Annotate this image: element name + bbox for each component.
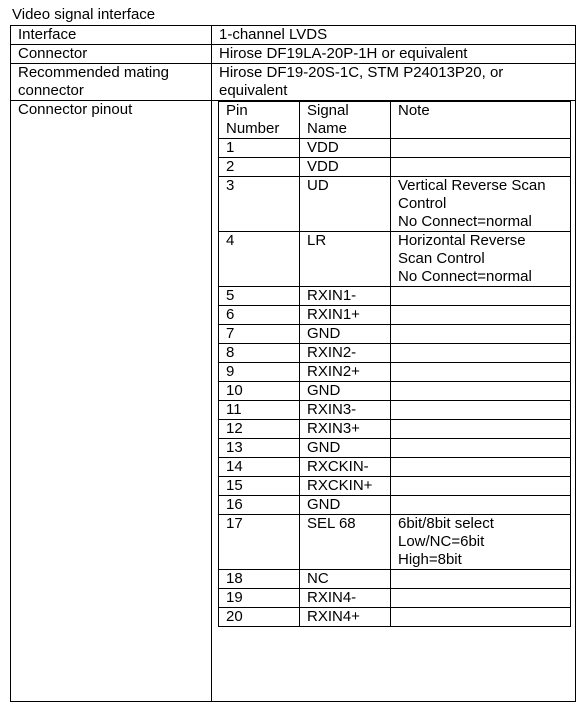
connector-label: Connector [11,45,212,64]
pin-number: 15 [219,477,300,496]
pin-row [219,515,571,570]
pin-number: 8 [219,344,300,363]
pin-note [391,477,571,496]
pin-row [219,570,571,589]
signal-name: RXIN4- [300,589,391,608]
interface-label: Interface [11,26,212,45]
signal-name: RXIN1+ [300,306,391,325]
pin-row [219,287,571,306]
signal-name: RXCKIN+ [300,477,391,496]
pin-note [391,363,571,382]
mating-connector-row [11,64,576,101]
note-header: Note [391,102,571,139]
pin-row [219,382,571,401]
pin-number: 20 [219,608,300,627]
video-signal-interface-table [10,25,576,702]
signal-name: RXIN4+ [300,608,391,627]
mating-label-line2: connector [18,82,84,99]
pin-header-line2: Number [226,120,280,137]
pin-number: 14 [219,458,300,477]
signal-name-header [300,102,391,139]
table-caption: Video signal interface [12,6,156,23]
connector-row [11,45,576,64]
signal-name: RXIN1- [300,287,391,306]
pin-note [391,139,571,158]
pin-number: 10 [219,382,300,401]
pin-note [391,515,571,570]
pin-number: 13 [219,439,300,458]
pin-row [219,420,571,439]
pinout-row [11,101,576,702]
signal-name: RXIN2- [300,344,391,363]
pin-row [219,306,571,325]
signal-name: RXCKIN- [300,458,391,477]
signal-name: RXIN3- [300,401,391,420]
pin-number: 6 [219,306,300,325]
pin-number: 17 [219,515,300,570]
pin-note [391,401,571,420]
pin-note [391,325,571,344]
pin-row [219,232,571,287]
mating-connector-value [212,64,576,101]
pin-note [391,608,571,627]
pin-note-line: Vertical Reverse Scan [398,177,546,194]
signal-header-line2: Name [307,120,348,137]
signal-name: SEL 68 [300,515,391,570]
pin-row [219,496,571,515]
pin-note-line: 6bit/8bit select [398,515,494,532]
mating-label-line1: Recommended mating [18,64,169,81]
pin-number: 3 [219,177,300,232]
pin-note-line: Low/NC=6bit [398,533,485,550]
pin-row [219,139,571,158]
signal-name: GND [300,439,391,458]
pin-row [219,363,571,382]
pin-note [391,589,571,608]
pin-row [219,401,571,420]
pin-note [391,382,571,401]
pin-number: 19 [219,589,300,608]
signal-name: VDD [300,139,391,158]
pin-row [219,177,571,232]
connector-value: Hirose DF19LA-20P-1H or equivalent [212,45,576,64]
pin-note-line: No Connect=normal [398,268,532,285]
pin-note-line: No Connect=normal [398,213,532,230]
mating-value-line1: Hirose DF19-20S-1C, STM P24013P20, or [219,64,504,81]
pin-note [391,287,571,306]
pin-note [391,570,571,589]
mating-connector-label [11,64,212,101]
signal-name: GND [300,325,391,344]
signal-name: VDD [300,158,391,177]
pin-note-line: High=8bit [398,551,462,568]
pin-row [219,477,571,496]
pin-row [219,158,571,177]
pin-header-line1: Pin [226,102,248,119]
signal-name: GND [300,382,391,401]
signal-name: LR [300,232,391,287]
pin-row [219,458,571,477]
pin-number: 18 [219,570,300,589]
pin-row [219,439,571,458]
pin-number: 9 [219,363,300,382]
pin-row [219,325,571,344]
pin-note [391,306,571,325]
pinout-cell [212,101,576,702]
mating-value-line2: equivalent [219,82,288,99]
pin-number: 4 [219,232,300,287]
signal-name: NC [300,570,391,589]
interface-row [11,26,576,45]
pin-row [219,608,571,627]
pin-row [219,589,571,608]
pin-note [391,232,571,287]
pin-note-line: Control [398,195,447,212]
pin-number: 2 [219,158,300,177]
pinout-header-row [219,102,571,139]
pin-number: 5 [219,287,300,306]
pin-number-header [219,102,300,139]
pin-note [391,344,571,363]
pin-number: 11 [219,401,300,420]
signal-name: UD [300,177,391,232]
pinout-label: Connector pinout [11,101,212,702]
pin-note [391,177,571,232]
interface-value: 1-channel LVDS [212,26,576,45]
pin-note-line: Horizontal Reverse [398,232,526,249]
signal-header-line1: Signal [307,102,349,119]
pin-number: 1 [219,139,300,158]
signal-name: GND [300,496,391,515]
pin-number: 7 [219,325,300,344]
pin-note [391,439,571,458]
pin-number: 16 [219,496,300,515]
pin-note [391,158,571,177]
pin-note [391,496,571,515]
pin-row [219,344,571,363]
pin-number: 12 [219,420,300,439]
pin-note-line: Scan Control [398,250,485,267]
pin-note [391,420,571,439]
signal-name: RXIN3+ [300,420,391,439]
pin-note [391,458,571,477]
signal-name: RXIN2+ [300,363,391,382]
pinout-table [218,101,571,627]
